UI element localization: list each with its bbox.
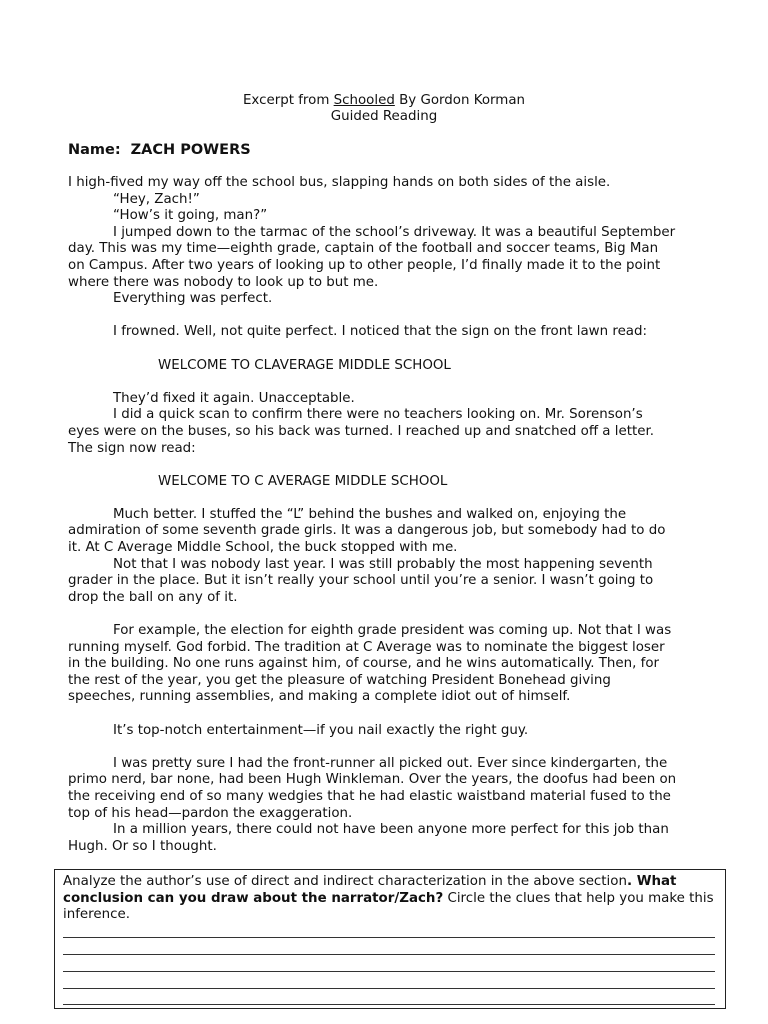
excerpt-line: it. At C Average Middle School, the buck stopped with me. (68, 540, 458, 556)
excerpt-line: primo nerd, bar none, had been Hugh Winkleman. Over the years, the doofus had been on (68, 772, 677, 788)
excerpt-line: It’s top-notch entertainment—if you nail exactly the right guy. (113, 722, 529, 738)
excerpt-line: Not that I was nobody last year. I was still probably the most happening seventh (113, 556, 653, 572)
excerpt-line: They’d fixed it again. Unacceptable. (113, 390, 355, 406)
excerpt-line: I frowned. Well, not quite perfect. I noticed that the sign on the front lawn read: (113, 324, 648, 340)
excerpt-line: Hugh. Or so I thought. (68, 838, 217, 854)
excerpt-line: day. This was my time—eighth grade, captain of the football and soccer teams, Big Man (68, 241, 659, 257)
title-author: By Gordon Korman (394, 93, 526, 108)
sign-text: WELCOME TO CLAVERAGE MIDDLE SCHOOL (158, 357, 451, 373)
excerpt-line: grader in the place. But it isn’t really your school until you’re a senior. I wasn’t going to (68, 573, 654, 589)
excerpt-line: admiration of some seventh grade girls. It was a dangerous job, but somebody had to do (68, 523, 666, 539)
excerpt-line: In a million years, there could not have been anyone more perfect for this job than (113, 822, 669, 838)
question-instruction: Circle the clues that help you make this inference. (63, 890, 714, 923)
question-box (54, 869, 726, 1009)
excerpt-line: the receiving end of so many wedgies that he had elastic waistband material fused to the (68, 788, 671, 804)
excerpt-line: drop the ball on any of it. (68, 589, 238, 605)
excerpt-line: Much better. I stuffed the “L” behind the bushes and walked on, enjoying the (113, 506, 627, 522)
sign-text: WELCOME TO C AVERAGE MIDDLE SCHOOL (158, 473, 448, 489)
excerpt-line: I high-fived my way off the school bus, slapping hands on both sides of the aisle. (68, 175, 611, 190)
excerpt-line: on Campus. After two years of looking up to other people, I’d finally made it to the point (68, 257, 661, 273)
excerpt-line: The sign now read: (68, 440, 196, 456)
document-title (0, 93, 768, 125)
excerpt-body (68, 175, 708, 855)
excerpt-line: running myself. God forbid. The tradition at C Average was to nominate the biggest loser (68, 639, 665, 655)
excerpt-line: in the building. No one runs against him, of course, and he wins automatically. Then, for (68, 656, 660, 672)
title-prefix: Excerpt from (242, 93, 334, 108)
excerpt-line: eyes were on the buses, so his back was turned. I reached up and snatched off a letter. (68, 423, 654, 439)
answer-line[interactable] (63, 937, 715, 938)
title-line (0, 93, 768, 109)
question-bold: . What conclusion can you draw about the narrator/Zach? (63, 874, 677, 906)
student-name: ZACH POWERS (130, 142, 251, 158)
name-line (68, 141, 251, 159)
excerpt-line: I did a quick scan to confirm there were no teachers looking on. Mr. Sorenson’s (113, 407, 643, 423)
excerpt-line: I was pretty sure I had the front-runner all picked out. Ever since kindergarten, the (113, 755, 668, 771)
answer-line[interactable] (63, 1004, 715, 1005)
excerpt-line: the rest of the year, you get the pleasure of watching President Bonehead giving (68, 672, 611, 688)
excerpt-line: I jumped down to the tarmac of the school’s driveway. It was a beautiful September (113, 224, 676, 240)
question-prompt (63, 874, 719, 924)
excerpt-line: speeches, running assemblies, and making a complete idiot out of himself. (68, 689, 571, 705)
title-subtitle: Guided Reading (330, 109, 438, 124)
excerpt-line: Everything was perfect. (113, 291, 273, 307)
answer-line[interactable] (63, 971, 715, 972)
excerpt-line: “How’s it going, man?” (113, 208, 268, 224)
name-label: Name: (68, 142, 121, 158)
excerpt-line: top of his head—pardon the exaggeration. (68, 805, 353, 821)
answer-line[interactable] (63, 988, 715, 989)
answer-line[interactable] (63, 954, 715, 955)
excerpt-line: “Hey, Zach!” (113, 191, 200, 207)
excerpt-line: where there was nobody to look up to but me. (68, 274, 379, 290)
excerpt-line: For example, the election for eighth grade president was coming up. Not that I was (113, 623, 672, 639)
book-title: Schooled (333, 93, 395, 108)
question-text: Analyze the author’s use of direct and indirect characterization in the above section (63, 874, 627, 889)
